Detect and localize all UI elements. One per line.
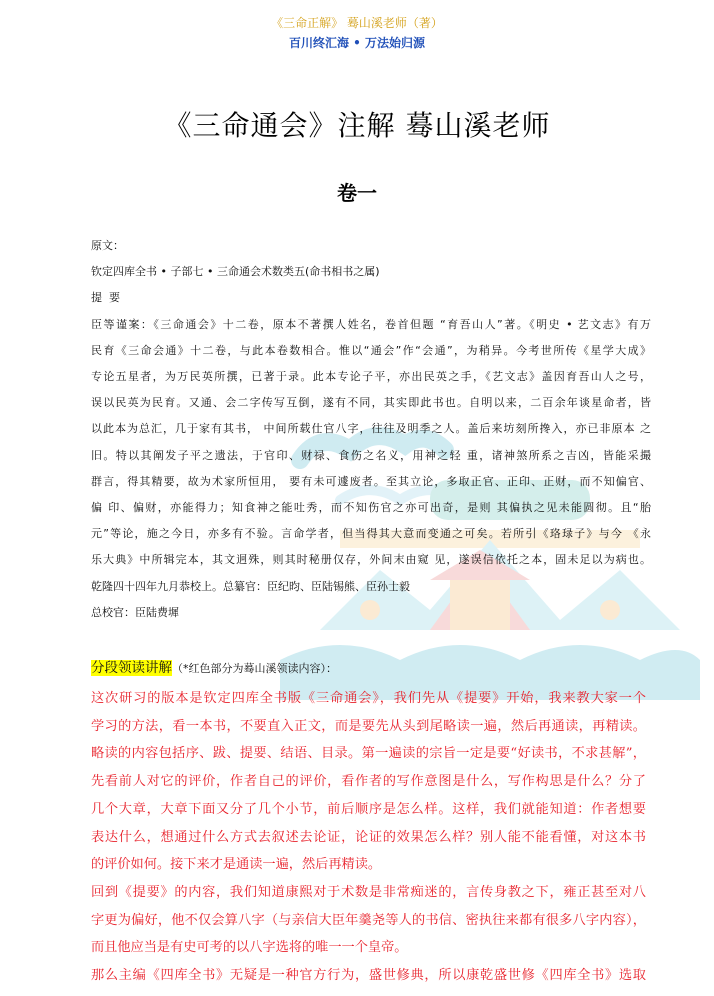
- original-source: 钦定四库全书 • 子部七 • 三命通会术数类五(命书相书之属): [91, 265, 380, 279]
- commentary-line: 的评价如何。接下来才是通读一遍，然后再精读。: [91, 857, 382, 873]
- document-title: 《三命通会》注解 蓦山溪老师: [163, 109, 551, 142]
- running-header-book-title: 《三命正解》 蓦山溪老师（著）: [271, 16, 443, 30]
- commentary-line: 而且他应当是有史可考的以八字选将的唯一一个皇帝。: [91, 940, 408, 956]
- original-line: 偏 印、偏财，亦能得力；知食神之能吐秀，而不知伤官之亦可出奇，是则 其偏执之见未能圆彻。且“胎: [91, 501, 651, 515]
- volume-heading: 卷一: [337, 181, 377, 205]
- commentary-line: 回到《提要》的内容，我们知道康熙对于术数是非常痴迷的，言传身教之下，雍正甚至对八: [91, 884, 646, 900]
- commentary-line: 字更为偏好，他不仅会算八字（与亲信大臣年羹尧等人的书信、密执往来都有很多八字内容），: [91, 912, 646, 928]
- original-line: 误以民英为民育。又通、会二字传写互倒，遂有不同，其实即此书也。自明以来，二百余年谈星命者，皆: [91, 396, 651, 410]
- running-header-motto: 百川终汇海 • 万法始归源: [288, 36, 426, 50]
- summary-label: 提 要: [91, 291, 120, 305]
- original-date-line: 乾隆四十四年九月恭校上。总纂官：臣纪昀、臣陆锡熊、臣孙士毅: [91, 579, 410, 593]
- commentary-line: 略读的内容包括序、跋、提要、结语、目录。第一遍读的宗旨一定是要“好读书，不求甚解”，: [91, 746, 646, 762]
- commentary-heading: [91, 656, 651, 676]
- original-text-block: [91, 233, 651, 626]
- original-proof-line: 总校官：臣陆费墀: [91, 605, 179, 619]
- commentary-line: 表达什么，想通过什么方式去叙述去论证，论证的效果怎么样？别人能不能看懂，对这本书: [91, 829, 646, 845]
- commentary-line: 这次研习的版本是钦定四库全书版《三命通会》，我们先从《提要》开始，我来教大家一个: [91, 691, 646, 706]
- original-line: 元”等论，施之今日，亦多有不验。言命学者，但当得其大意而变通之可矣。若所引《珞琭子》与今 《永: [91, 527, 651, 541]
- commentary-text-block: [91, 685, 646, 990]
- original-line: 以此本为总汇，几于家有其书， 中间所载仕官八字，往往及明季之人。盖后来坊刻所搀入，亦已非原本 之: [91, 422, 651, 436]
- commentary-line: 学习的方法，看一本书，不要直入正文，而是要先从头到尾略读一遍，然后再通读，再精读。: [91, 718, 646, 734]
- commentary-line: 先看前人对它的评价，作者自己的评价，看作者的写作意图是什么，写作构思是什么？分了: [91, 774, 646, 790]
- original-label: 原文：: [91, 239, 124, 252]
- original-line: 专论五星者，为万民英所撰，已著于录。此本专论子平，亦出民英之手，《艺文志》盖因育吾山人之号，: [91, 370, 651, 384]
- original-line: 民育《三命会通》十二卷，与此本卷数相合。惟以“通会”作“会通”，为稍异。今考世所传《星学大成》: [91, 343, 651, 357]
- commentary-heading-note: （*红色部分为蓦山溪领读内容）：: [172, 662, 337, 675]
- original-line: 臣等谨案：《三命通会》十二卷，原本不著撰人姓名，卷首但题 “育吾山人”著。《明史 • 艺文志》有万: [91, 317, 651, 331]
- commentary-heading-highlight: 分段领读讲解: [91, 660, 172, 676]
- commentary-line: 那么主编《四库全书》无疑是一种官方行为，盛世修典，所以康乾盛世修《四库全书》选取: [91, 968, 646, 984]
- original-line: 旧。特以其阐发子平之遗法，于官印、财禄、食伤之名义，用神之轻 重，诸神煞所系之吉凶，皆能采撮: [91, 448, 651, 462]
- commentary-line: 几个大章，大章下面又分了几个小节，前后顺序是怎么样。这样，我们就能知道：作者想要: [91, 801, 646, 817]
- original-line: 群言，得其精要，故为术家所恒用， 要有未可遽废者。至其立论，多取正官、正印、正财，而不知偏官、: [91, 474, 651, 488]
- original-line: 乐大典》中所辑完本，其文迥殊，则其时秘册仅存，外间末由窥 见，遂误信依托之本，固未足以为病也。: [91, 553, 651, 567]
